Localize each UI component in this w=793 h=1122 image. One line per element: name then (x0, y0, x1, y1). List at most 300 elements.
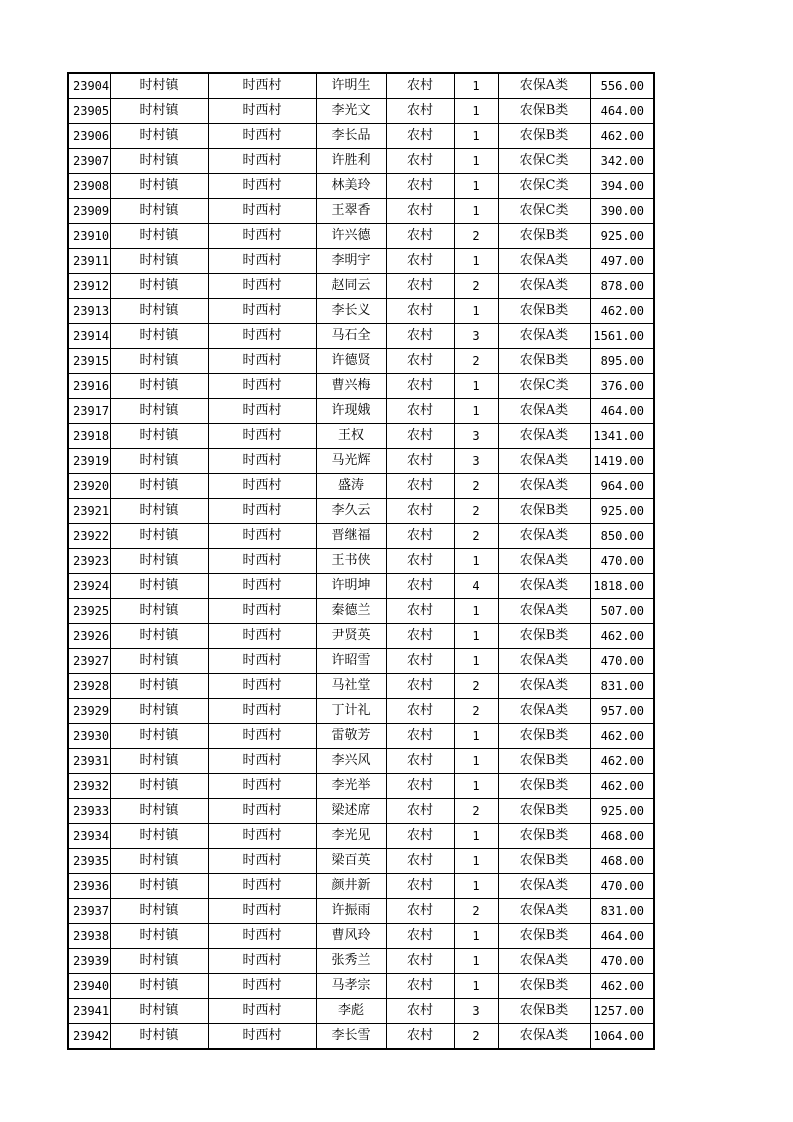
record-id-cell: 23927 (68, 649, 110, 674)
name-cell: 赵同云 (316, 274, 386, 299)
person-count-cell: 1 (454, 924, 498, 949)
amount-cell: 470.00 (590, 874, 654, 899)
record-id-cell: 23924 (68, 574, 110, 599)
category-cell: 农保C类 (498, 149, 590, 174)
village-cell: 时西村 (208, 924, 316, 949)
amount-cell: 470.00 (590, 949, 654, 974)
category-cell: 农保B类 (498, 299, 590, 324)
household-type-cell: 农村 (386, 549, 454, 574)
amount-cell: 462.00 (590, 624, 654, 649)
table-row (68, 974, 654, 999)
household-type-cell: 农村 (386, 799, 454, 824)
amount-cell: 342.00 (590, 149, 654, 174)
name-cell: 许德贤 (316, 349, 386, 374)
name-cell: 许明生 (316, 73, 386, 99)
person-count-cell: 1 (454, 174, 498, 199)
household-type-cell: 农村 (386, 674, 454, 699)
category-cell: 农保A类 (498, 649, 590, 674)
category-cell: 农保A类 (498, 599, 590, 624)
household-type-cell: 农村 (386, 749, 454, 774)
town-cell: 时村镇 (110, 524, 208, 549)
name-cell: 王书侠 (316, 549, 386, 574)
household-type-cell: 农村 (386, 524, 454, 549)
table-row (68, 649, 654, 674)
name-cell: 马光辉 (316, 449, 386, 474)
village-cell: 时西村 (208, 624, 316, 649)
household-type-cell: 农村 (386, 349, 454, 374)
table-row (68, 224, 654, 249)
person-count-cell: 1 (454, 749, 498, 774)
record-id-cell: 23921 (68, 499, 110, 524)
village-cell: 时西村 (208, 749, 316, 774)
record-id-cell: 23939 (68, 949, 110, 974)
table-row (68, 574, 654, 599)
name-cell: 林美玲 (316, 174, 386, 199)
category-cell: 农保A类 (498, 399, 590, 424)
village-cell: 时西村 (208, 774, 316, 799)
town-cell: 时村镇 (110, 149, 208, 174)
town-cell: 时村镇 (110, 974, 208, 999)
town-cell: 时村镇 (110, 299, 208, 324)
person-count-cell: 1 (454, 849, 498, 874)
name-cell: 盛涛 (316, 474, 386, 499)
table-row (68, 324, 654, 349)
person-count-cell: 1 (454, 249, 498, 274)
category-cell: 农保A类 (498, 899, 590, 924)
person-count-cell: 2 (454, 1024, 498, 1050)
table-row (68, 524, 654, 549)
table-row (68, 174, 654, 199)
village-cell: 时西村 (208, 324, 316, 349)
town-cell: 时村镇 (110, 874, 208, 899)
table-row (68, 849, 654, 874)
record-id-cell: 23918 (68, 424, 110, 449)
category-cell: 农保A类 (498, 474, 590, 499)
village-cell: 时西村 (208, 1024, 316, 1050)
name-cell: 颜井新 (316, 874, 386, 899)
amount-cell: 462.00 (590, 974, 654, 999)
category-cell: 农保B类 (498, 774, 590, 799)
category-cell: 农保B类 (498, 499, 590, 524)
person-count-cell: 2 (454, 349, 498, 374)
household-type-cell: 农村 (386, 73, 454, 99)
village-cell: 时西村 (208, 424, 316, 449)
record-id-cell: 23908 (68, 174, 110, 199)
town-cell: 时村镇 (110, 349, 208, 374)
record-id-cell: 23930 (68, 724, 110, 749)
person-count-cell: 3 (454, 449, 498, 474)
amount-cell: 1341.00 (590, 424, 654, 449)
village-cell: 时西村 (208, 849, 316, 874)
record-id-cell: 23913 (68, 299, 110, 324)
record-id-cell: 23941 (68, 999, 110, 1024)
household-type-cell: 农村 (386, 874, 454, 899)
table-row (68, 399, 654, 424)
category-cell: 农保A类 (498, 524, 590, 549)
category-cell: 农保C类 (498, 199, 590, 224)
name-cell: 梁百英 (316, 849, 386, 874)
category-cell: 农保B类 (498, 799, 590, 824)
amount-cell: 462.00 (590, 299, 654, 324)
record-id-cell: 23928 (68, 674, 110, 699)
amount-cell: 376.00 (590, 374, 654, 399)
village-cell: 时西村 (208, 999, 316, 1024)
household-type-cell: 农村 (386, 224, 454, 249)
person-count-cell: 1 (454, 974, 498, 999)
amount-cell: 507.00 (590, 599, 654, 624)
table-row (68, 424, 654, 449)
household-type-cell: 农村 (386, 599, 454, 624)
village-cell: 时西村 (208, 449, 316, 474)
record-id-cell: 23923 (68, 549, 110, 574)
household-type-cell: 农村 (386, 99, 454, 124)
town-cell: 时村镇 (110, 924, 208, 949)
village-cell: 时西村 (208, 699, 316, 724)
category-cell: 农保B类 (498, 224, 590, 249)
name-cell: 秦德兰 (316, 599, 386, 624)
amount-cell: 464.00 (590, 924, 654, 949)
table-row (68, 774, 654, 799)
name-cell: 李光见 (316, 824, 386, 849)
person-count-cell: 2 (454, 674, 498, 699)
record-id-cell: 23934 (68, 824, 110, 849)
person-count-cell: 1 (454, 724, 498, 749)
name-cell: 李长雪 (316, 1024, 386, 1050)
amount-cell: 462.00 (590, 124, 654, 149)
town-cell: 时村镇 (110, 574, 208, 599)
table-row (68, 724, 654, 749)
person-count-cell: 2 (454, 224, 498, 249)
record-id-cell: 23917 (68, 399, 110, 424)
household-type-cell: 农村 (386, 924, 454, 949)
town-cell: 时村镇 (110, 899, 208, 924)
table-row (68, 624, 654, 649)
name-cell: 张秀兰 (316, 949, 386, 974)
category-cell: 农保A类 (498, 449, 590, 474)
table-row (68, 299, 654, 324)
name-cell: 雷敬芳 (316, 724, 386, 749)
record-id-cell: 23911 (68, 249, 110, 274)
category-cell: 农保B类 (498, 749, 590, 774)
person-count-cell: 2 (454, 799, 498, 824)
household-type-cell: 农村 (386, 199, 454, 224)
record-id-cell: 23905 (68, 99, 110, 124)
data-table (67, 72, 655, 1050)
table-row (68, 249, 654, 274)
town-cell: 时村镇 (110, 724, 208, 749)
table-row (68, 999, 654, 1024)
amount-cell: 556.00 (590, 73, 654, 99)
amount-cell: 831.00 (590, 899, 654, 924)
name-cell: 李久云 (316, 499, 386, 524)
town-cell: 时村镇 (110, 824, 208, 849)
table-row (68, 499, 654, 524)
category-cell: 农保B类 (498, 824, 590, 849)
household-type-cell: 农村 (386, 399, 454, 424)
amount-cell: 462.00 (590, 749, 654, 774)
person-count-cell: 1 (454, 599, 498, 624)
record-id-cell: 23925 (68, 599, 110, 624)
town-cell: 时村镇 (110, 1024, 208, 1050)
household-type-cell: 农村 (386, 324, 454, 349)
village-cell: 时西村 (208, 574, 316, 599)
person-count-cell: 2 (454, 699, 498, 724)
household-type-cell: 农村 (386, 699, 454, 724)
category-cell: 农保B类 (498, 924, 590, 949)
table-row (68, 549, 654, 574)
household-type-cell: 农村 (386, 499, 454, 524)
village-cell: 时西村 (208, 899, 316, 924)
village-cell: 时西村 (208, 474, 316, 499)
table-row (68, 124, 654, 149)
person-count-cell: 2 (454, 274, 498, 299)
name-cell: 李彪 (316, 999, 386, 1024)
record-id-cell: 23904 (68, 73, 110, 99)
village-cell: 时西村 (208, 199, 316, 224)
name-cell: 许昭雪 (316, 649, 386, 674)
category-cell: 农保A类 (498, 73, 590, 99)
record-id-cell: 23909 (68, 199, 110, 224)
name-cell: 李长义 (316, 299, 386, 324)
household-type-cell: 农村 (386, 1024, 454, 1050)
town-cell: 时村镇 (110, 849, 208, 874)
town-cell: 时村镇 (110, 274, 208, 299)
household-type-cell: 农村 (386, 649, 454, 674)
record-id-cell: 23935 (68, 849, 110, 874)
town-cell: 时村镇 (110, 474, 208, 499)
town-cell: 时村镇 (110, 774, 208, 799)
name-cell: 梁述席 (316, 799, 386, 824)
household-type-cell: 农村 (386, 899, 454, 924)
town-cell: 时村镇 (110, 199, 208, 224)
village-cell: 时西村 (208, 649, 316, 674)
category-cell: 农保A类 (498, 549, 590, 574)
record-id-cell: 23915 (68, 349, 110, 374)
person-count-cell: 1 (454, 774, 498, 799)
amount-cell: 1064.00 (590, 1024, 654, 1050)
village-cell: 时西村 (208, 974, 316, 999)
record-id-cell: 23910 (68, 224, 110, 249)
person-count-cell: 2 (454, 524, 498, 549)
name-cell: 马孝宗 (316, 974, 386, 999)
person-count-cell: 3 (454, 324, 498, 349)
person-count-cell: 1 (454, 824, 498, 849)
amount-cell: 964.00 (590, 474, 654, 499)
household-type-cell: 农村 (386, 474, 454, 499)
table-row (68, 874, 654, 899)
amount-cell: 925.00 (590, 499, 654, 524)
household-type-cell: 农村 (386, 299, 454, 324)
record-id-cell: 23922 (68, 524, 110, 549)
person-count-cell: 1 (454, 949, 498, 974)
household-type-cell: 农村 (386, 274, 454, 299)
town-cell: 时村镇 (110, 549, 208, 574)
person-count-cell: 1 (454, 299, 498, 324)
category-cell: 农保A类 (498, 424, 590, 449)
name-cell: 尹贤英 (316, 624, 386, 649)
amount-cell: 394.00 (590, 174, 654, 199)
table-body (68, 73, 654, 1049)
town-cell: 时村镇 (110, 949, 208, 974)
table-row (68, 1024, 654, 1050)
table-row (68, 699, 654, 724)
record-id-cell: 23926 (68, 624, 110, 649)
village-cell: 时西村 (208, 549, 316, 574)
village-cell: 时西村 (208, 399, 316, 424)
name-cell: 曹风玲 (316, 924, 386, 949)
person-count-cell: 1 (454, 73, 498, 99)
name-cell: 李光举 (316, 774, 386, 799)
category-cell: 农保A类 (498, 674, 590, 699)
household-type-cell: 农村 (386, 174, 454, 199)
village-cell: 时西村 (208, 73, 316, 99)
table-row (68, 349, 654, 374)
record-id-cell: 23906 (68, 124, 110, 149)
category-cell: 农保A类 (498, 949, 590, 974)
household-type-cell: 农村 (386, 824, 454, 849)
person-count-cell: 3 (454, 999, 498, 1024)
person-count-cell: 2 (454, 474, 498, 499)
table-row (68, 799, 654, 824)
category-cell: 农保B类 (498, 99, 590, 124)
household-type-cell: 农村 (386, 849, 454, 874)
village-cell: 时西村 (208, 224, 316, 249)
person-count-cell: 1 (454, 549, 498, 574)
town-cell: 时村镇 (110, 499, 208, 524)
village-cell: 时西村 (208, 349, 316, 374)
village-cell: 时西村 (208, 374, 316, 399)
household-type-cell: 农村 (386, 999, 454, 1024)
amount-cell: 497.00 (590, 249, 654, 274)
name-cell: 许兴德 (316, 224, 386, 249)
category-cell: 农保B类 (498, 124, 590, 149)
household-type-cell: 农村 (386, 124, 454, 149)
record-id-cell: 23929 (68, 699, 110, 724)
village-cell: 时西村 (208, 499, 316, 524)
village-cell: 时西村 (208, 724, 316, 749)
person-count-cell: 2 (454, 899, 498, 924)
record-id-cell: 23937 (68, 899, 110, 924)
amount-cell: 464.00 (590, 99, 654, 124)
category-cell: 农保B类 (498, 999, 590, 1024)
town-cell: 时村镇 (110, 324, 208, 349)
town-cell: 时村镇 (110, 624, 208, 649)
name-cell: 王权 (316, 424, 386, 449)
category-cell: 农保A类 (498, 574, 590, 599)
table-row (68, 99, 654, 124)
name-cell: 许胜利 (316, 149, 386, 174)
name-cell: 王翠香 (316, 199, 386, 224)
town-cell: 时村镇 (110, 73, 208, 99)
name-cell: 曹兴梅 (316, 374, 386, 399)
amount-cell: 462.00 (590, 724, 654, 749)
person-count-cell: 4 (454, 574, 498, 599)
name-cell: 马石全 (316, 324, 386, 349)
town-cell: 时村镇 (110, 999, 208, 1024)
record-id-cell: 23940 (68, 974, 110, 999)
village-cell: 时西村 (208, 799, 316, 824)
household-type-cell: 农村 (386, 449, 454, 474)
village-cell: 时西村 (208, 274, 316, 299)
village-cell: 时西村 (208, 824, 316, 849)
table-row (68, 149, 654, 174)
record-id-cell: 23916 (68, 374, 110, 399)
village-cell: 时西村 (208, 874, 316, 899)
amount-cell: 1419.00 (590, 449, 654, 474)
town-cell: 时村镇 (110, 599, 208, 624)
amount-cell: 1257.00 (590, 999, 654, 1024)
person-count-cell: 1 (454, 99, 498, 124)
village-cell: 时西村 (208, 249, 316, 274)
household-type-cell: 农村 (386, 624, 454, 649)
category-cell: 农保A类 (498, 699, 590, 724)
category-cell: 农保B类 (498, 349, 590, 374)
category-cell: 农保B类 (498, 724, 590, 749)
household-type-cell: 农村 (386, 724, 454, 749)
town-cell: 时村镇 (110, 799, 208, 824)
household-type-cell: 农村 (386, 249, 454, 274)
category-cell: 农保A类 (498, 324, 590, 349)
person-count-cell: 1 (454, 149, 498, 174)
amount-cell: 390.00 (590, 199, 654, 224)
name-cell: 许现娥 (316, 399, 386, 424)
category-cell: 农保A类 (498, 1024, 590, 1050)
amount-cell: 831.00 (590, 674, 654, 699)
table-row (68, 374, 654, 399)
name-cell: 许明坤 (316, 574, 386, 599)
amount-cell: 468.00 (590, 824, 654, 849)
person-count-cell: 1 (454, 649, 498, 674)
amount-cell: 464.00 (590, 399, 654, 424)
category-cell: 农保A类 (498, 874, 590, 899)
town-cell: 时村镇 (110, 649, 208, 674)
amount-cell: 925.00 (590, 224, 654, 249)
record-id-cell: 23938 (68, 924, 110, 949)
village-cell: 时西村 (208, 299, 316, 324)
person-count-cell: 1 (454, 374, 498, 399)
name-cell: 李光文 (316, 99, 386, 124)
village-cell: 时西村 (208, 99, 316, 124)
name-cell: 李兴风 (316, 749, 386, 774)
amount-cell: 470.00 (590, 649, 654, 674)
table-row (68, 949, 654, 974)
name-cell: 晋继福 (316, 524, 386, 549)
table-row (68, 824, 654, 849)
table-row (68, 924, 654, 949)
table-row (68, 899, 654, 924)
amount-cell: 957.00 (590, 699, 654, 724)
household-type-cell: 农村 (386, 374, 454, 399)
amount-cell: 850.00 (590, 524, 654, 549)
record-id-cell: 23942 (68, 1024, 110, 1050)
record-id-cell: 23932 (68, 774, 110, 799)
village-cell: 时西村 (208, 674, 316, 699)
amount-cell: 470.00 (590, 549, 654, 574)
category-cell: 农保A类 (498, 249, 590, 274)
household-type-cell: 农村 (386, 424, 454, 449)
table-row (68, 449, 654, 474)
town-cell: 时村镇 (110, 699, 208, 724)
town-cell: 时村镇 (110, 374, 208, 399)
amount-cell: 468.00 (590, 849, 654, 874)
person-count-cell: 1 (454, 624, 498, 649)
household-type-cell: 农村 (386, 774, 454, 799)
town-cell: 时村镇 (110, 224, 208, 249)
town-cell: 时村镇 (110, 749, 208, 774)
household-type-cell: 农村 (386, 149, 454, 174)
table-row (68, 749, 654, 774)
village-cell: 时西村 (208, 174, 316, 199)
